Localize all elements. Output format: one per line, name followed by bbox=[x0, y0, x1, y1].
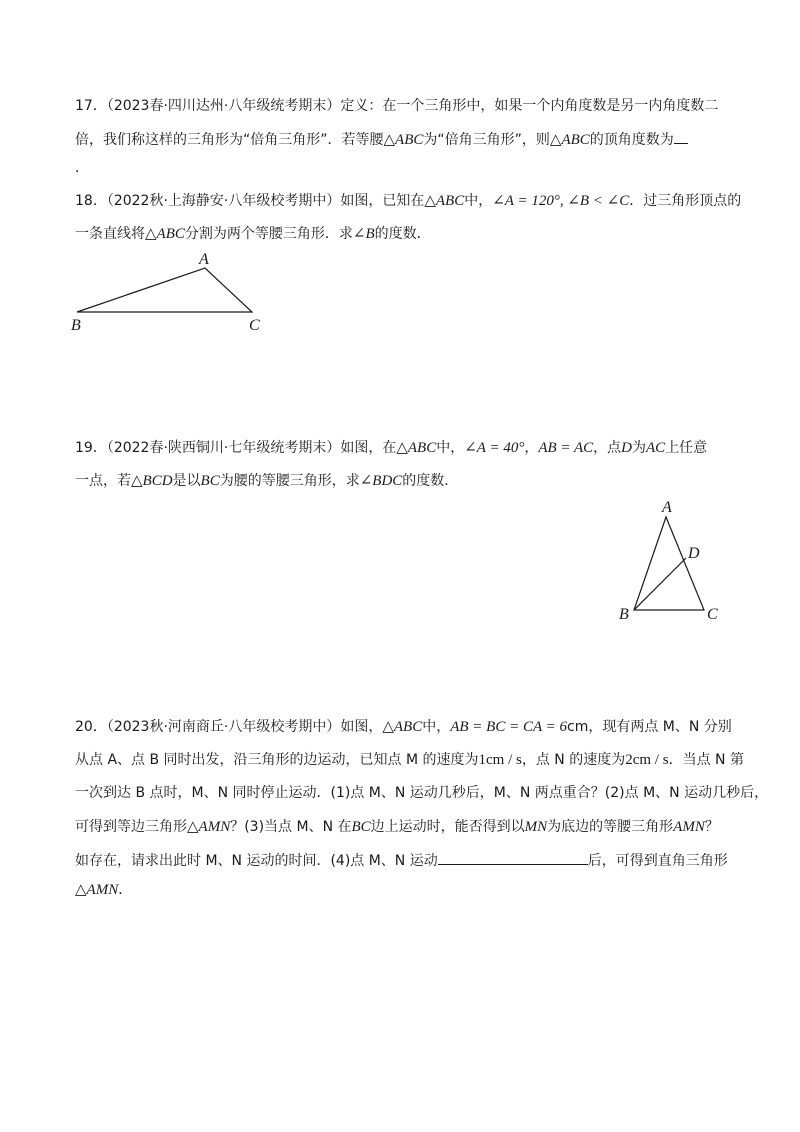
q18-source: （2022秋·上海静安·八年级校考期中） bbox=[106, 193, 341, 209]
math-point-d: D bbox=[621, 440, 633, 456]
q20-text: 为底边的等腰三角形 bbox=[547, 819, 674, 835]
q20-text: 后，可得到直角三角形 bbox=[587, 853, 728, 869]
q18-text: ．过三角形顶点的 bbox=[629, 193, 742, 209]
math-angle-condition: ∠A = 120°, ∠B < ∠C bbox=[492, 193, 630, 209]
q18-text: 一条直线将 bbox=[75, 226, 145, 242]
q19-text: 为腰的等腰三角形，求 bbox=[219, 473, 360, 489]
q19-label-a: A bbox=[662, 499, 672, 516]
q19-text: 的度数． bbox=[402, 473, 459, 489]
q19-text: 中， bbox=[436, 440, 465, 456]
answer-blank[interactable] bbox=[438, 850, 588, 865]
q18-number: 18． bbox=[75, 193, 107, 209]
q20-text: ，现有两点 M、N 分别 bbox=[588, 719, 732, 735]
q17-number: 17． bbox=[75, 98, 107, 114]
q20-source: （2023秋·河南商丘·八年级校考期中） bbox=[106, 719, 341, 735]
q19-text: ，点 bbox=[593, 440, 622, 456]
math-triangle-abc: △ABC bbox=[549, 132, 590, 148]
q18-text: 如图，已知在 bbox=[340, 193, 425, 209]
q19-source: （2022春·陕西铜川·七年级统考期末） bbox=[106, 440, 341, 456]
math-angle-bdc: ∠BDC bbox=[359, 473, 403, 489]
q18-text: 的度数． bbox=[374, 226, 431, 242]
q17-text: 的顶角度数为 bbox=[589, 132, 674, 148]
q20-text: ． bbox=[118, 882, 133, 898]
q20-text: ．当点 N 第 bbox=[668, 752, 744, 768]
math-triangle-abc: △ABC bbox=[145, 226, 185, 242]
math-segment-bc: BC bbox=[351, 819, 371, 835]
math-triangle-amn: △AMN bbox=[187, 819, 231, 835]
math-triangle-bcd: △BCD bbox=[131, 473, 173, 489]
math-segment-ac: AC bbox=[646, 440, 666, 456]
q20-text: 从点 A、点 B 同时出发，沿三角形的边运动，已知点 M 的速度为 bbox=[75, 752, 479, 768]
q19-segment-bd bbox=[634, 558, 686, 610]
math-equation: AB = AC bbox=[538, 440, 594, 456]
q18-label-c: C bbox=[249, 317, 260, 334]
q17-text: 倍，我们称这样的三角形为“倍角三角形”．若等腰 bbox=[75, 132, 384, 148]
math-speed-m: 1cm / s bbox=[478, 752, 522, 768]
q19-number: 19． bbox=[75, 440, 107, 456]
q20-text: 如图， bbox=[340, 719, 383, 735]
q19-text: 上任意 bbox=[665, 440, 708, 456]
math-triangle-abc: △ABC bbox=[382, 719, 423, 735]
math-angle-b: ∠B bbox=[352, 226, 375, 242]
math-triangle-abc: △ABC bbox=[383, 132, 424, 148]
q18-label-b: B bbox=[71, 317, 81, 334]
q19-text: ， bbox=[524, 440, 539, 456]
q19-label-c: C bbox=[707, 606, 718, 623]
unit-cm: cm bbox=[567, 719, 589, 735]
q18-text: 分割为两个等腰三角形．求 bbox=[184, 226, 353, 242]
q19-text: 一点，若 bbox=[75, 473, 131, 489]
math-segment-bc: BC bbox=[200, 473, 220, 489]
q20-text: ，点 N 的速度为 bbox=[521, 752, 626, 768]
q18-text: 中， bbox=[464, 193, 493, 209]
math-speed-n: 2cm / s bbox=[625, 752, 669, 768]
q20-text: ？ bbox=[704, 819, 719, 835]
math-triangle-amn: △AMN bbox=[75, 882, 119, 898]
q20-text: 一次到达 B 点时，M、N 同时停止运动．(1)点 M、N 运动几秒后，M、N 两点重合？(2)点 M、N 运动几秒后， bbox=[75, 785, 769, 801]
q19-text: 是以 bbox=[172, 473, 201, 489]
q19-label-b: B bbox=[619, 606, 629, 623]
q20-text: 如存在，请求出此时 M、N 运动的时间．(4)点 M、N 运动 bbox=[75, 853, 438, 869]
q17-text: 定义：在一个三角形中，如果一个内角度数是另一内角度数二 bbox=[340, 98, 719, 114]
q20-text: 中， bbox=[422, 719, 451, 735]
q19-text: 为 bbox=[632, 440, 647, 456]
q20-text: 边上运动时，能否得到以 bbox=[370, 819, 525, 835]
math-angle-a: ∠A = 40° bbox=[464, 440, 525, 456]
math-triangle-abc: △ABC bbox=[424, 193, 465, 209]
q19-triangle bbox=[634, 517, 704, 610]
math-triangle-amn: AMN bbox=[673, 819, 705, 835]
q20-number: 20． bbox=[75, 719, 107, 735]
math-equation: AB = BC = CA = 6 bbox=[450, 719, 567, 735]
q20-line-6 bbox=[75, 880, 132, 900]
q20-line-5 bbox=[75, 850, 728, 871]
q19-label-d: D bbox=[688, 545, 700, 562]
q19-text: 如图，在 bbox=[340, 440, 397, 456]
q17-text: ． bbox=[75, 160, 89, 176]
q20-text: ？(3)当点 M、N 在 bbox=[230, 819, 352, 835]
q18-label-a: A bbox=[199, 251, 209, 268]
q20-line-3 bbox=[75, 783, 768, 803]
q20-line-4 bbox=[75, 817, 719, 837]
q17-source: （2023春·四川达州·八年级统考期末） bbox=[106, 98, 341, 114]
q20-line-2 bbox=[75, 750, 744, 770]
q17-text: 为“倍角三角形”，则 bbox=[423, 132, 550, 148]
math-triangle-abc: △ABC bbox=[396, 440, 437, 456]
math-segment-mn: MN bbox=[524, 819, 548, 835]
q20-text: 可得到等边三角形 bbox=[75, 819, 187, 835]
q20-line-1 bbox=[75, 717, 732, 737]
